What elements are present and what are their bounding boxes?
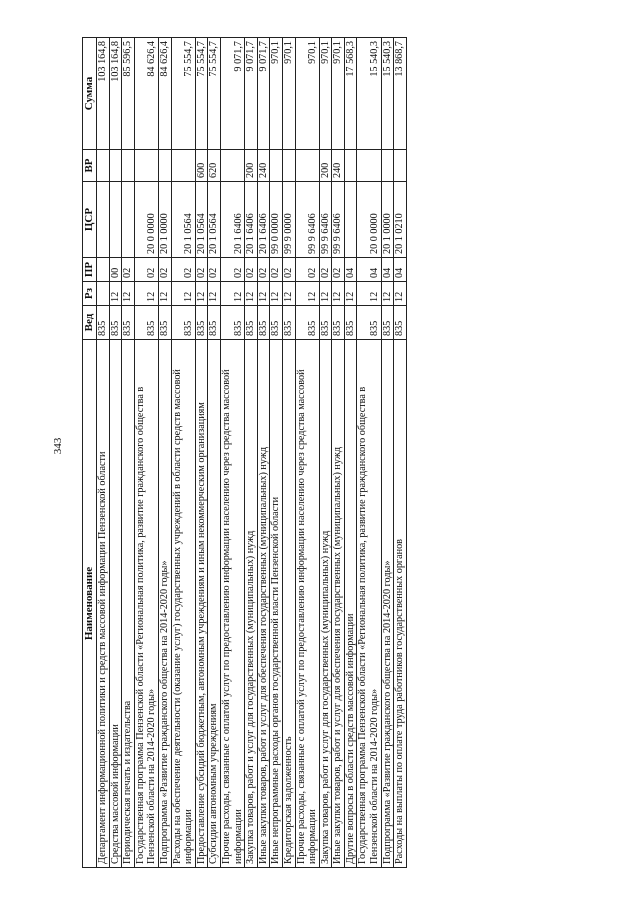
cell-pr: 04 [344, 258, 357, 282]
cell-pr: 04 [394, 258, 407, 282]
cell-pr: 02 [282, 258, 295, 282]
rotated-page-content [82, 38, 522, 868]
cell-rz: 12 [270, 282, 283, 306]
table-row [245, 38, 258, 868]
cell-csr [97, 182, 110, 258]
cell-name: Подпрограмма «Развитие гражданского общества на 2014-2020 годы» [381, 340, 394, 868]
cell-vr [394, 150, 407, 182]
header-vr: ВР [83, 150, 97, 182]
cell-ved: 835 [220, 306, 244, 340]
cell-ved: 835 [208, 306, 221, 340]
cell-name: Кредиторская задолженность [282, 340, 295, 868]
cell-name: Прочие расходы, связанные с оплатой услуг по предоставлению информации населению через средства массовой информации [220, 340, 244, 868]
cell-sum: 970,1 [295, 38, 319, 150]
budget-table [82, 37, 407, 868]
cell-vr: 240 [332, 150, 345, 182]
table-row [122, 38, 135, 868]
cell-sum: 970,1 [319, 38, 332, 150]
cell-rz: 12 [295, 282, 319, 306]
cell-pr: 02 [270, 258, 283, 282]
cell-vr [171, 150, 195, 182]
cell-csr: 99 9 6406 [295, 182, 319, 258]
cell-vr [158, 150, 171, 182]
header-sum: Сумма [83, 38, 97, 150]
cell-ved: 835 [394, 306, 407, 340]
cell-csr: 20 1 0564 [171, 182, 195, 258]
cell-vr: 240 [257, 150, 270, 182]
cell-csr: 99 9 6406 [332, 182, 345, 258]
cell-sum: 75 554,7 [195, 38, 208, 150]
cell-sum: 970,1 [282, 38, 295, 150]
cell-sum: 84 626,4 [158, 38, 171, 150]
cell-sum: 103 164,8 [109, 38, 122, 150]
cell-ved: 835 [381, 306, 394, 340]
cell-rz: 12 [208, 282, 221, 306]
header-pr: ПР [83, 258, 97, 282]
cell-rz: 12 [109, 282, 122, 306]
cell-ved: 835 [282, 306, 295, 340]
cell-name: Иные закупки товаров, работ и услуг для обеспечения государственных (муниципальных) нужд [257, 340, 270, 868]
cell-rz: 12 [257, 282, 270, 306]
cell-csr: 20 0 0000 [134, 182, 158, 258]
cell-vr [97, 150, 110, 182]
cell-sum: 85 596,5 [122, 38, 135, 150]
cell-pr: 02 [195, 258, 208, 282]
table-header-row [83, 38, 97, 868]
cell-rz [97, 282, 110, 306]
cell-vr: 600 [195, 150, 208, 182]
cell-name: Закупка товаров, работ и услуг для государственных (муниципальных) нужд [319, 340, 332, 868]
cell-name: Расходы на обеспечение деятельности (оказание услуг) государственных учреждений в области средств массовой информации [171, 340, 195, 868]
cell-pr: 02 [220, 258, 244, 282]
cell-name: Другие вопросы в области средств массовой информации [344, 340, 357, 868]
cell-vr [270, 150, 283, 182]
cell-vr [381, 150, 394, 182]
cell-vr [109, 150, 122, 182]
cell-name: Подпрограмма «Развитие гражданского общества на 2014-2020 годы» [158, 340, 171, 868]
cell-ved: 835 [134, 306, 158, 340]
cell-pr: 02 [295, 258, 319, 282]
cell-pr: 02 [332, 258, 345, 282]
cell-csr: 20 1 0564 [195, 182, 208, 258]
cell-ved: 835 [97, 306, 110, 340]
cell-pr [97, 258, 110, 282]
cell-sum: 9 071,7 [257, 38, 270, 150]
cell-ved: 835 [270, 306, 283, 340]
table-row [319, 38, 332, 868]
cell-rz: 12 [171, 282, 195, 306]
cell-sum: 103 164,8 [97, 38, 110, 150]
cell-pr: 04 [357, 258, 381, 282]
cell-ved: 835 [122, 306, 135, 340]
cell-vr [357, 150, 381, 182]
cell-ved: 835 [171, 306, 195, 340]
cell-csr: 20 1 0000 [381, 182, 394, 258]
cell-pr: 00 [109, 258, 122, 282]
cell-vr [122, 150, 135, 182]
cell-sum: 9 071,7 [220, 38, 244, 150]
cell-vr [344, 150, 357, 182]
cell-sum: 75 554,7 [208, 38, 221, 150]
cell-csr: 99 0 0000 [270, 182, 283, 258]
cell-pr: 02 [245, 258, 258, 282]
cell-name: Предоставление субсидий бюджетным, автономным учреждениям и иным некоммерческим организациям [195, 340, 208, 868]
cell-pr: 02 [158, 258, 171, 282]
cell-vr [295, 150, 319, 182]
cell-name: Прочие расходы, связанные с оплатой услуг по предоставлению информации населению через средства массовой информации [295, 340, 319, 868]
cell-csr: 20 1 0000 [158, 182, 171, 258]
cell-vr [220, 150, 244, 182]
cell-csr [122, 182, 135, 258]
cell-sum: 15 540,3 [357, 38, 381, 150]
cell-csr: 99 9 6406 [319, 182, 332, 258]
table-row [195, 38, 208, 868]
cell-rz: 12 [134, 282, 158, 306]
cell-name: Периодическая печать и издательства [122, 340, 135, 868]
cell-sum: 13 868,7 [394, 38, 407, 150]
cell-csr: 20 1 6406 [257, 182, 270, 258]
cell-rz: 12 [195, 282, 208, 306]
cell-vr: 200 [245, 150, 258, 182]
cell-name: Закупка товаров, работ и услуг для государственных (муниципальных) нужд [245, 340, 258, 868]
cell-ved: 835 [332, 306, 345, 340]
cell-name: Расходы на выплаты по оплате труда работников государственных органов [394, 340, 407, 868]
cell-csr: 20 1 6406 [245, 182, 258, 258]
table-row [270, 38, 283, 868]
table-row [134, 38, 158, 868]
cell-ved: 835 [295, 306, 319, 340]
cell-rz: 12 [122, 282, 135, 306]
table-row [109, 38, 122, 868]
cell-sum: 15 540,3 [381, 38, 394, 150]
cell-csr: 20 0 0000 [357, 182, 381, 258]
cell-sum: 75 554,7 [171, 38, 195, 150]
table-row [208, 38, 221, 868]
cell-rz: 12 [282, 282, 295, 306]
table-row [295, 38, 319, 868]
cell-ved: 835 [195, 306, 208, 340]
table-body [97, 38, 407, 868]
cell-ved: 835 [109, 306, 122, 340]
cell-vr [282, 150, 295, 182]
cell-pr: 02 [134, 258, 158, 282]
cell-csr [344, 182, 357, 258]
cell-ved: 835 [158, 306, 171, 340]
cell-rz: 12 [381, 282, 394, 306]
table-row [257, 38, 270, 868]
table-row [357, 38, 381, 868]
header-rz: Рз [83, 282, 97, 306]
cell-rz: 12 [158, 282, 171, 306]
cell-rz: 12 [220, 282, 244, 306]
cell-sum: 17 568,3 [344, 38, 357, 150]
cell-sum: 970,1 [332, 38, 345, 150]
cell-vr: 200 [319, 150, 332, 182]
cell-ved: 835 [319, 306, 332, 340]
cell-rz: 12 [319, 282, 332, 306]
cell-vr [134, 150, 158, 182]
cell-sum: 9 071,7 [245, 38, 258, 150]
cell-pr: 04 [381, 258, 394, 282]
cell-sum: 84 626,4 [134, 38, 158, 150]
header-name: Наименование [83, 340, 97, 868]
cell-rz: 12 [344, 282, 357, 306]
table-row [282, 38, 295, 868]
header-ved: Вед [83, 306, 97, 340]
cell-sum: 970,1 [270, 38, 283, 150]
header-csr: ЦСР [83, 182, 97, 258]
cell-pr: 02 [122, 258, 135, 282]
cell-name: Государственная программа Пензенской области «Региональная политика, развитие гражданского общества в Пензенской области на 2014-2020 годы» [357, 340, 381, 868]
table-row [97, 38, 110, 868]
cell-vr: 620 [208, 150, 221, 182]
table-row [158, 38, 171, 868]
cell-pr: 02 [171, 258, 195, 282]
cell-pr: 02 [319, 258, 332, 282]
cell-name: Субсидии автономным учреждениям [208, 340, 221, 868]
cell-rz: 12 [394, 282, 407, 306]
cell-name: Иные непрограммные расходы органов государственной власти Пензенской области [270, 340, 283, 868]
cell-name: Средства массовой информации [109, 340, 122, 868]
cell-name: Иные закупки товаров, работ и услуг для обеспечения государственных (муниципальных) нужд [332, 340, 345, 868]
cell-rz: 12 [332, 282, 345, 306]
cell-pr: 02 [208, 258, 221, 282]
cell-csr: 20 1 0210 [394, 182, 407, 258]
cell-ved: 835 [257, 306, 270, 340]
table-row [171, 38, 195, 868]
cell-name: Государственная программа Пензенской области «Региональная политика, развитие гражданского общества в Пензенской области на 2014-2020 годы» [134, 340, 158, 868]
table-row [394, 38, 407, 868]
cell-pr: 02 [257, 258, 270, 282]
cell-rz: 12 [245, 282, 258, 306]
cell-csr [109, 182, 122, 258]
cell-ved: 835 [245, 306, 258, 340]
page-number: 343 [52, 437, 64, 455]
table-row [344, 38, 357, 868]
cell-rz: 12 [357, 282, 381, 306]
cell-csr: 20 1 0564 [208, 182, 221, 258]
table-row [220, 38, 244, 868]
cell-csr: 20 1 6406 [220, 182, 244, 258]
table-row [381, 38, 394, 868]
table-row [332, 38, 345, 868]
cell-name: Департамент информационной политики и средств массовой информации Пензенской области [97, 340, 110, 868]
cell-ved: 835 [357, 306, 381, 340]
cell-csr: 99 9 0000 [282, 182, 295, 258]
cell-ved: 835 [344, 306, 357, 340]
